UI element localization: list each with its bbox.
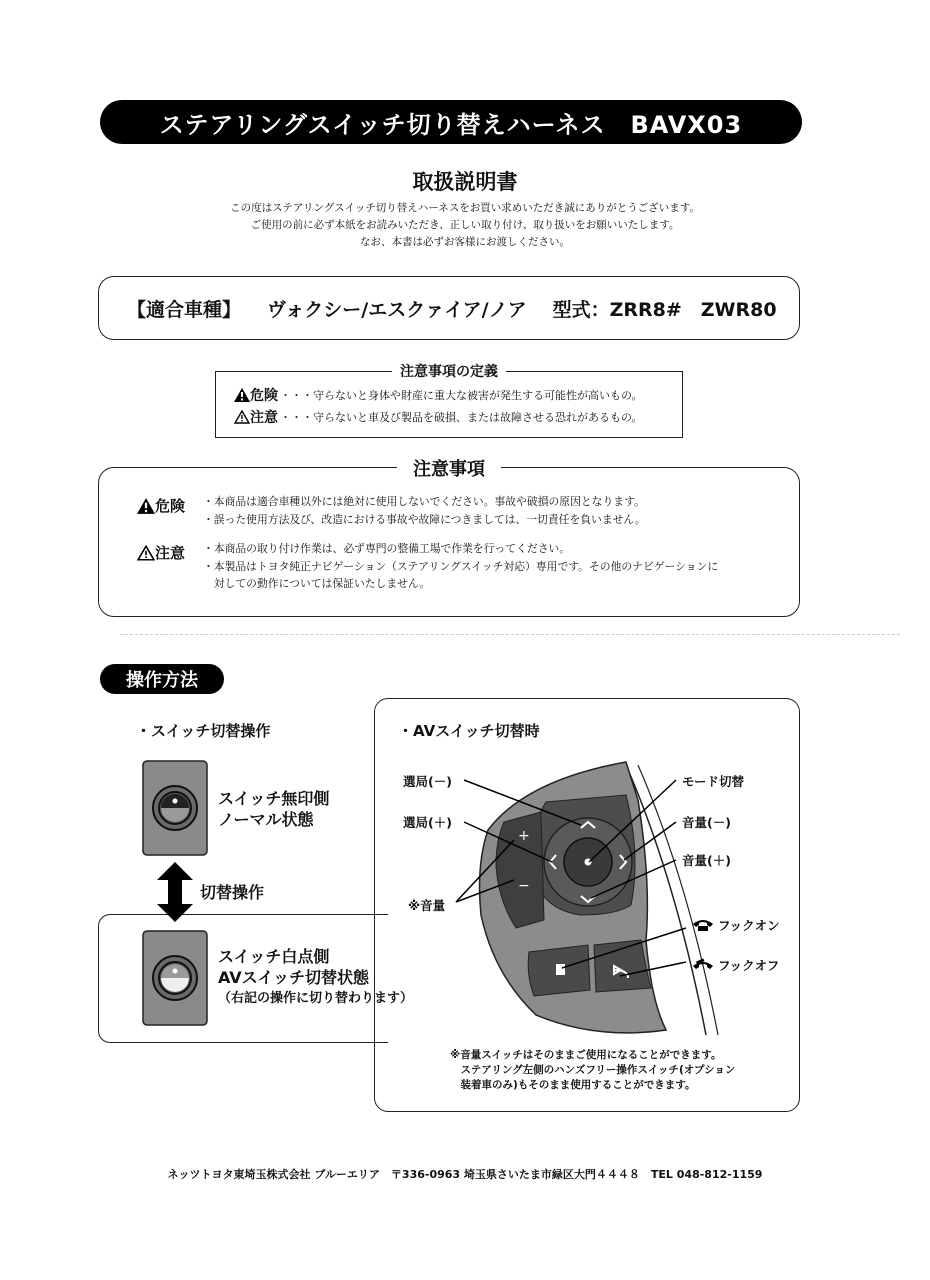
caution-icon [137, 545, 155, 561]
precaution-caution-tag: 注意 [155, 544, 186, 562]
label-hook-on: フックオン [718, 918, 780, 933]
definition-danger-tag: 危険 [250, 388, 278, 404]
precaution-line: ・本商品の取り付け作業は、必ず専門の整備工場で作業を行ってください。 [203, 542, 571, 555]
precautions-heading: 注意事項 [397, 459, 501, 480]
toggle-label: 切替操作 [200, 883, 265, 902]
svg-text:−: − [518, 878, 530, 894]
phone-icon [692, 918, 714, 932]
danger-icon [234, 388, 250, 402]
intro-line: なお、本書は必ずお客様にお渡しください。 [360, 236, 570, 248]
av-line3: （右記の操作に切り替わります） [218, 991, 414, 1006]
intro-line: ご使用の前に必ず本紙をお読みいただき、正しい取り付け、取り扱いをお願いいたします。 [250, 219, 680, 231]
precaution-danger-tag: 危険 [155, 497, 186, 515]
label-hook-off-wrap [692, 956, 779, 974]
precaution-line: 対しての動作については保証いたしません。 [203, 577, 431, 590]
definition-caution-text: ・・・守らないと車及び製品を破損、または故障させる恐れがあるもの。 [280, 411, 643, 424]
phone-hangup-icon [692, 958, 714, 972]
note-line: ※音量スイッチはそのままご使用になることができます。 [450, 1049, 722, 1061]
label-mode: モード切替 [682, 774, 745, 789]
note-line: 装着車のみ)もそのまま使用することができます。 [450, 1079, 696, 1091]
definition-caution-row [234, 407, 643, 427]
manual-heading: 取扱説明書 [412, 170, 518, 194]
av-note [450, 1048, 735, 1093]
switch-normal-image [142, 760, 208, 856]
danger-icon [137, 498, 155, 514]
av-diagram-heading: ・AVスイッチ切替時 [398, 722, 540, 740]
label-volume: ※音量 [408, 898, 446, 913]
compat-models: ヴォクシー/エスクァイア/ノア [267, 298, 527, 321]
definition-danger-row [234, 385, 643, 405]
precaution-caution-tag-wrap [137, 542, 185, 563]
precaution-line: ・本商品は適合車種以外には絶対に使用しないでください。事故や破損の原因となります。 [203, 495, 645, 508]
compatible-models-box [98, 276, 800, 340]
definition-caution-tag: 注意 [250, 410, 278, 426]
av-line2: AVスイッチ切替状態 [218, 968, 370, 987]
svg-text:+: + [518, 828, 530, 844]
label-seek-minus: 選局(－) [403, 774, 452, 789]
caution-definition-box [215, 364, 683, 438]
operation-heading: 操作方法 [100, 664, 224, 694]
label-hook-on-wrap [692, 916, 780, 934]
label-volume-minus: 音量(－) [682, 815, 731, 830]
compat-label: 【適合車種】 [127, 298, 242, 321]
av-line1: スイッチ白点側 [218, 947, 330, 966]
precaution-danger-tag-wrap [137, 495, 185, 516]
definition-heading: 注意事項の定義 [392, 364, 506, 380]
caution-icon [234, 410, 250, 424]
normal-line2: ノーマル状態 [218, 810, 314, 829]
label-hook-off: フックオフ [718, 958, 780, 973]
precautions-box [98, 459, 800, 617]
compat-type: 型式：ZRR8# ZWR80 [552, 298, 777, 321]
document-title: ステアリングスイッチ切り替えハーネス BAVX03 [100, 100, 802, 144]
normal-state-text [218, 788, 329, 830]
precaution-line: ・誤った使用方法及び、改造における事故や故障につきましては、一切責任を負いません。 [203, 513, 646, 526]
switch-section-heading: ・スイッチ切替操作 [136, 722, 271, 740]
normal-line1: スイッチ無印側 [218, 789, 330, 808]
company-footer: ネッツトヨタ東埼玉株式会社 ブルーエリア 〒336-0963 埼玉県さいたま市緑区大門４４４８ TEL 048-812-1159 [167, 1168, 763, 1181]
precaution-line: ・本製品はトヨタ純正ナビゲーション（ステアリングスイッチ対応）専用です。その他のナビゲーションに [203, 560, 719, 573]
definition-danger-text: ・・・守らないと身体や財産に重大な被害が発生する可能性が高いもの。 [280, 389, 643, 402]
double-arrow-icon [155, 862, 195, 922]
intro-text [0, 200, 930, 251]
intro-line: この度はステアリングスイッチ切り替えハーネスをお買い求めいただき誠にありがとうございます。 [230, 202, 700, 214]
divider [120, 634, 900, 635]
label-seek-plus: 選局(＋) [403, 815, 452, 830]
note-line: ステアリング左側のハンズフリー操作スイッチ(オプション [450, 1064, 736, 1076]
switch-av-image [142, 930, 208, 1026]
label-volume-plus: 音量(＋) [682, 853, 731, 868]
